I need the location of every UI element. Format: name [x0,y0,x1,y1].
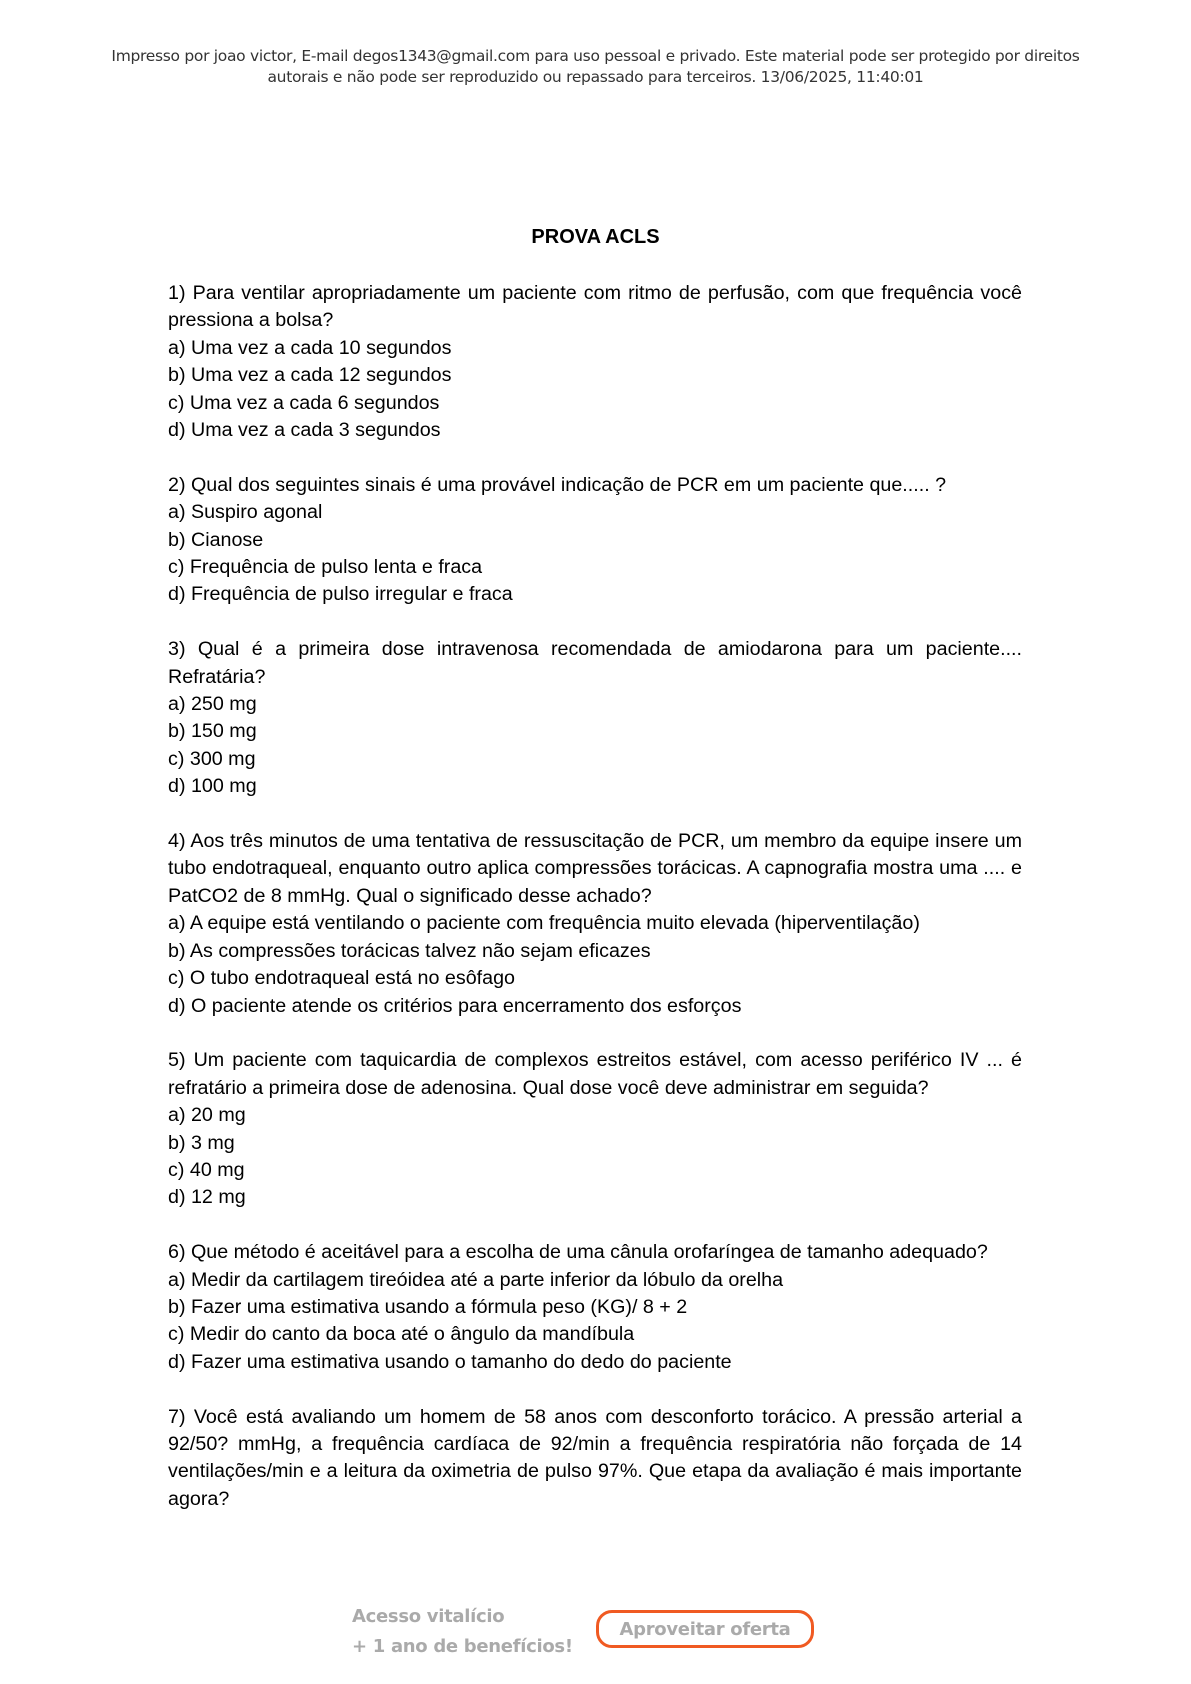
answer-option: a) 20 mg [168,1104,246,1127]
answer-option: b) 3 mg [168,1131,235,1154]
question-4 [168,828,1022,1020]
question-stem: 5) Um paciente com taquicardia de complexos estreitos estável, com acesso periférico IV ... é refratário a primeira dose de adenosina. Qual dose você deve administrar em seguida? [168,1049,1022,1099]
answer-option: a) Uma vez a cada 10 segundos [168,336,452,359]
print-notice-line-1: Impresso por joao victor, E-mail degos1343@gmail.com para uso pessoal e privado. Este material pode ser protegido por direitos [111,47,1080,65]
answer-option: b) Fazer uma estimativa usando a fórmula peso (KG)/ 8 + 2 [168,1295,688,1318]
answer-option: b) Uma vez a cada 12 segundos [168,364,452,387]
answer-option: d) O paciente atende os critérios para encerramento dos esforços [168,994,742,1017]
question-5 [168,1047,1022,1211]
print-notice [40,46,1151,88]
question-6 [168,1239,1022,1376]
question-2 [168,472,1022,609]
answer-option: d) Fazer uma estimativa usando o tamanho do dedo do paciente [168,1350,732,1373]
question-stem: 3) Qual é a primeira dose intravenosa recomendada de amiodarona para um paciente.... Refratária? [168,638,1022,688]
question-stem: 4) Aos três minutos de uma tentativa de ressuscitação de PCR, um membro da equipe insere um tubo endotraqueal, enquanto outro aplica compressões torácicas. A capnografia mostra uma .... e PatCO2 de 8 mmHg. Qual o significado desse achado? [168,830,1022,907]
answer-option: c) Uma vez a cada 6 segundos [168,391,440,414]
answer-option: c) O tubo endotraqueal está no esôfago [168,967,515,990]
question-stem: 2) Qual dos seguintes sinais é uma provável indicação de PCR em um paciente que..... ? [168,473,947,496]
answer-option: d) 12 mg [168,1186,246,1209]
questions-list [168,280,1022,1541]
answer-option: a) Suspiro agonal [168,501,323,524]
answer-option: a) A equipe está ventilando o paciente com frequência muito elevada (hiperventilação) [168,912,920,935]
question-7 [168,1404,1022,1514]
answer-option: c) 300 mg [168,747,256,770]
answer-option: b) 150 mg [168,720,257,743]
question-3 [168,636,1022,800]
answer-option: b) As compressões torácicas talvez não sejam eficazes [168,939,651,962]
promo-line-1: Acesso vitalício [352,1606,505,1627]
answer-option: d) Uma vez a cada 3 segundos [168,419,441,442]
answer-option: c) 40 mg [168,1158,245,1181]
document-title: PROVA ACLS [531,226,660,248]
print-notice-line-2: autorais e não pode ser reproduzido ou repassado para terceiros. 13/06/2025, 11:40:01 [267,68,924,86]
answer-option: c) Medir do canto da boca até o ângulo da mandíbula [168,1323,635,1346]
answer-option: a) 250 mg [168,693,257,716]
answer-option: a) Medir da cartilagem tireóidea até a parte inferior da lóbulo da orelha [168,1268,784,1291]
answer-option: c) Frequência de pulso lenta e fraca [168,556,483,579]
answer-option: d) 100 mg [168,775,257,798]
question-stem: 1) Para ventilar apropriadamente um paciente com ritmo de perfusão, com que frequência você pressiona a bolsa? [168,282,1022,332]
offer-button[interactable]: Aproveitar oferta [596,1610,814,1648]
question-stem: 7) Você está avaliando um homem de 58 anos com desconforto torácico. A pressão arterial a 92/50? mmHg, a frequência cardíaca de 92/min a frequência respiratória não forçada de 14 ventilações/min e a leitura da oximetria de pulso 97%. Que etapa da avaliação é mais importante agora? [168,1405,1022,1510]
promo-line-2: + 1 ano de benefícios! [352,1636,573,1657]
question-stem: 6) Que método é aceitável para a escolha de uma cânula orofaríngea de tamanho adequado? [168,1241,988,1264]
question-1 [168,280,1022,444]
answer-option: b) Cianose [168,528,264,551]
answer-option: d) Frequência de pulso irregular e fraca [168,583,513,606]
promo-text [352,1602,573,1662]
